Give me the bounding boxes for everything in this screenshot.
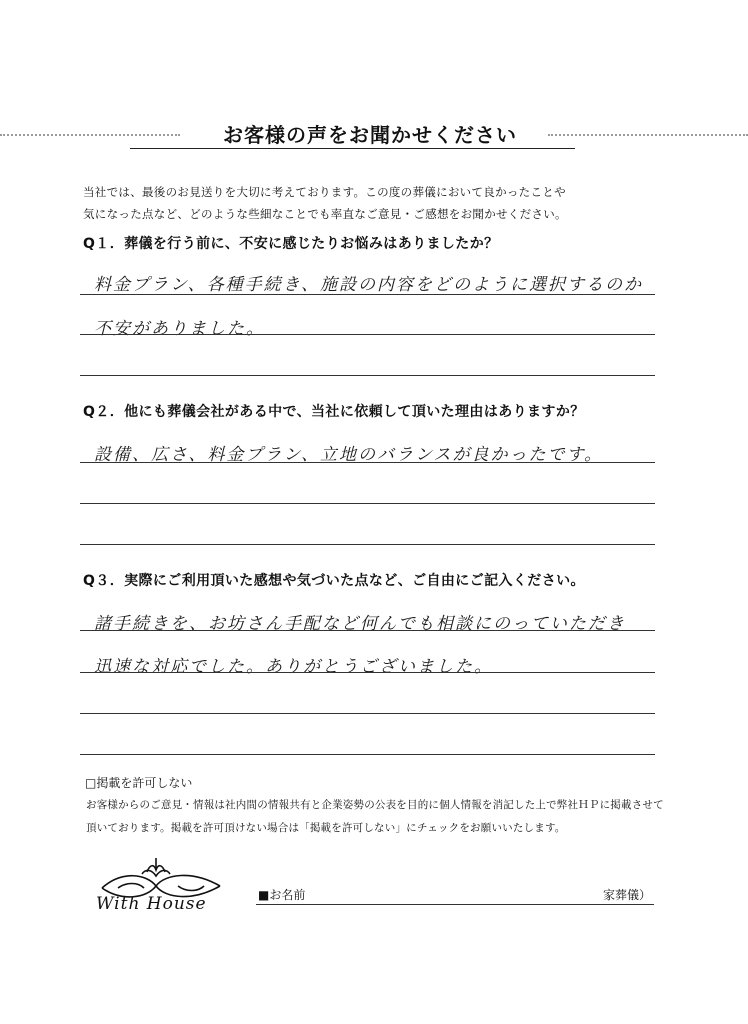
answer-rule [80, 713, 655, 714]
consent-note-line-1: お客様からのご意見・情報は社内間の情報共有と企業姿勢の公表を目的に個人情報を消記した上で弊社ＨＰに掲載させて [86, 799, 664, 811]
answer-rule [80, 672, 655, 673]
answer-rule [80, 462, 655, 463]
question-1-label: Q１．葬儀を行う前に、不安に感じたりお悩みはありましたか？ [83, 236, 499, 252]
intro-line-2: 気になった点など、どのような些細なことでも率直なご意見・ご感想をお聞かせください。 [83, 207, 567, 221]
funeral-suffix: 家葬儀） [603, 888, 652, 902]
header-dotted-rule-left [0, 134, 180, 136]
question-1-answer-line-1: 料金プラン、各種手続き、施設の内容をどのように選択するのか [94, 275, 643, 295]
header-dotted-rule-right [548, 134, 748, 136]
consent-note-line-2: 頂いております。掲載を許可頂けない場合は「掲載を許可しない」にチェックをお願いいたします。 [86, 822, 566, 834]
question-3-answer-line-2: 迅速な対応でした。ありがとうございました。 [94, 657, 493, 677]
answer-rule [80, 754, 655, 755]
logo-text: With House [96, 894, 207, 914]
answer-rule [80, 294, 655, 295]
page-title: お客様の声をお聞かせください [223, 123, 517, 147]
answer-rule [80, 334, 655, 335]
name-field-label: ■お名前 [258, 888, 306, 902]
question-3-label: Q３．実際にご利用頂いた感想や気づいた点など、ご自由にご記入ください。 [83, 573, 585, 589]
answer-rule [80, 375, 655, 376]
answer-rule [80, 630, 655, 631]
question-2-answer-line-1: 設備、広さ、料金プラン、立地のバランスが良かったです。 [94, 445, 604, 465]
question-2-label: Q２．他にも葬儀会社がある中で、当社に依頼して頂いた理由はありますか？ [83, 404, 585, 420]
intro-line-1: 当社では、最後のお見送りを大切に考えております。この度の葬儀において良かったことや [83, 185, 566, 199]
title-underline [130, 148, 575, 149]
answer-rule [80, 544, 655, 545]
question-3-answer-line-1: 諸手続きを、お坊さん手配など何んでも相談にのっていただき [94, 614, 626, 634]
publish-consent-checkbox[interactable]: □掲載を許可しない [85, 776, 193, 790]
answer-rule [80, 503, 655, 504]
name-field-rule [256, 904, 654, 905]
question-1-answer-line-2: 不安がありました。 [94, 319, 265, 339]
